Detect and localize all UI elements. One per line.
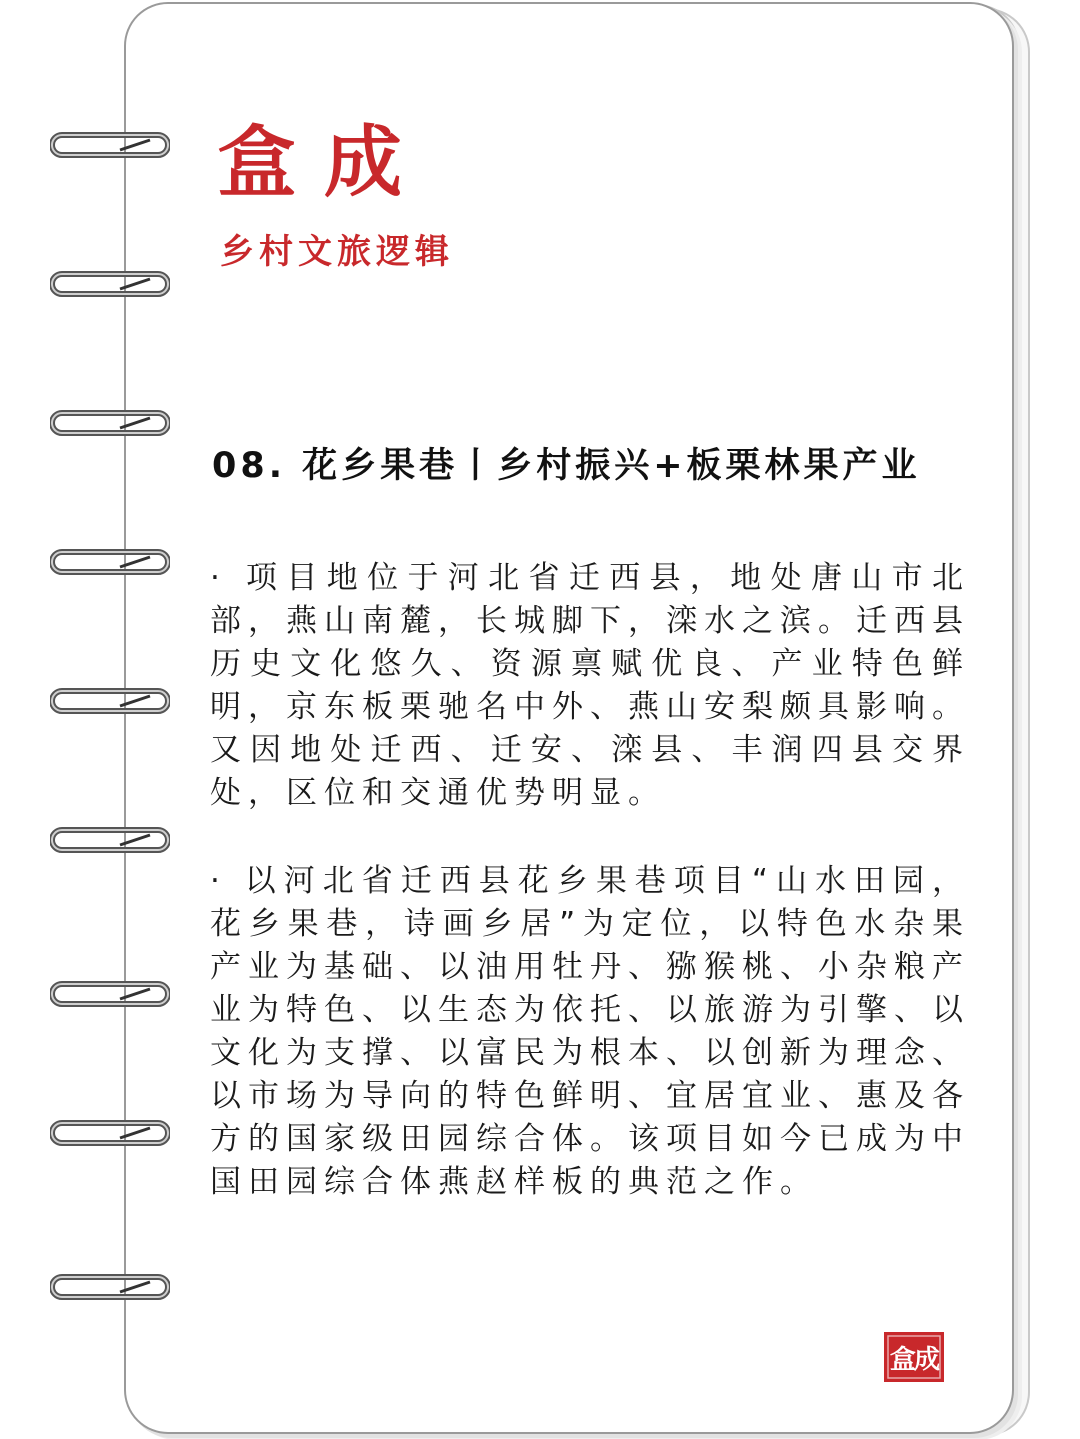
spiral-ring-icon bbox=[50, 269, 170, 299]
paragraph-positioning: · 以河北省迁西县花乡果巷项目“山水田园，花乡果巷，诗画乡居”为定位，以特色水杂果产业为基础、以油用牡丹、猕猴桃、小杂粮产业为特色、以生态为依托、以旅游为引擎、以文化为支撑、以富民为根本、以创新为理念、以市场为导向的特色鲜明、宜居宜业、惠及各方的国家级田园综合体。该项目如今已成为中国田园综合体燕赵样板的典范之作。 bbox=[210, 863, 970, 1200]
spiral-ring-icon bbox=[50, 408, 170, 438]
spiral-ring-icon bbox=[50, 979, 170, 1009]
brand-seal-icon bbox=[882, 1330, 946, 1384]
spiral-ring-icon bbox=[50, 686, 170, 716]
spiral-ring-icon bbox=[50, 130, 170, 160]
spiral-ring-icon bbox=[50, 825, 170, 855]
seal-text: 盒成 bbox=[889, 1345, 939, 1375]
brand-subtitle: 乡村文旅逻辑 bbox=[220, 232, 454, 272]
paragraph-location: · 项目地位于河北省迁西县，地处唐山市北部，燕山南麓，长城脚下，滦水之滨。迁西县历史文化悠久、资源禀赋优良、产业特色鲜明，京东板栗驰名中外、燕山安梨颇具影响。又因地处迁西、迁安、滦县、丰润四县交界处，区位和交通优势明显。 bbox=[210, 560, 970, 811]
spiral-ring-icon bbox=[50, 1272, 170, 1302]
spiral-ring-icon bbox=[50, 547, 170, 577]
brand-title: 盒成 bbox=[218, 117, 431, 208]
spiral-ring-icon bbox=[50, 1118, 170, 1148]
section-title: 08. 花乡果巷丨乡村振兴+板栗林果产业 bbox=[212, 446, 921, 486]
